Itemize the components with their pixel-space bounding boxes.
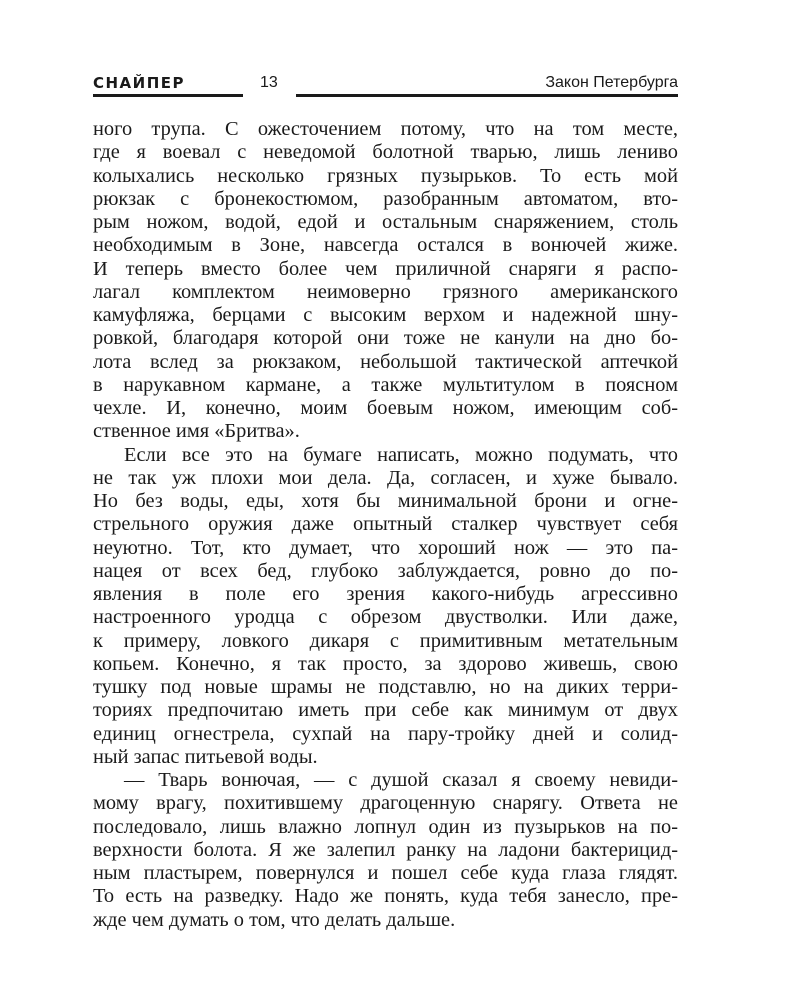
text-line: единиц огнестрела, сухпай на пару-тройку дней и солид- bbox=[93, 722, 678, 745]
text-line: колыхались несколько грязных пузырьков. То есть мой bbox=[93, 164, 678, 187]
text-line: И теперь вместо более чем приличной снаряги я распо- bbox=[93, 257, 678, 280]
text-line: в нарукавном кармане, а также мультитулом в поясном bbox=[93, 373, 678, 396]
text-line: к примеру, ловкого дикаря с примитивным метательным bbox=[93, 629, 678, 652]
text-line: Если все это на бумаге написать, можно подумать, что bbox=[124, 443, 678, 466]
page-number: 13 bbox=[260, 74, 278, 91]
text-line: копьем. Конечно, я так просто, за здорово живешь, свою bbox=[93, 652, 678, 675]
text-line: камуфляжа, берцами с высоким верхом и надежной шну- bbox=[93, 304, 678, 326]
text-line: ственное имя «Бритва». bbox=[93, 420, 300, 443]
text-line: Но без воды, еды, хотя бы минимальной брони и огне- bbox=[93, 490, 678, 512]
text-line: лота вслед за рюкзаком, небольшой тактической аптечкой bbox=[93, 350, 678, 373]
text-line: — Тварь вонючая, — с душой сказал я своему невиди- bbox=[124, 769, 678, 791]
text-line: рым ножом, водой, едой и остальным снаряжением, столь bbox=[93, 211, 678, 233]
text-line: жде чем думать о том, что делать дальше. bbox=[93, 908, 456, 931]
header-rule-left bbox=[93, 94, 243, 97]
text-line: последовало, лишь влажно лопнул один из пузырьков на по- bbox=[93, 815, 678, 838]
header-rule-right bbox=[296, 94, 678, 97]
text-line: лагал комплектом неимоверно грязного американского bbox=[93, 280, 678, 303]
text-line: явления в поле его зрения какого-нибудь агрессивно bbox=[93, 583, 678, 605]
text-line: необходимым в Зоне, навсегда остался в вонючей жиже. bbox=[93, 234, 678, 257]
series-title: СНАЙПЕР bbox=[93, 74, 186, 92]
text-line: ровкой, благодаря которой они тоже не канули на дно бо- bbox=[93, 327, 678, 350]
text-line: рюкзак с бронекостюмом, разобранным автоматом, вто- bbox=[93, 187, 678, 210]
text-line: верхности болота. Я же залепил ранку на ладони бактерицид- bbox=[93, 838, 678, 861]
text-line: настроенного уродца с обрезом двустволки. Или даже, bbox=[93, 606, 678, 629]
book-title: Закон Петербурга bbox=[545, 74, 678, 91]
running-header bbox=[93, 72, 678, 98]
text-line: ным пластырем, повернулся и пошел себе куда глаза глядят. bbox=[93, 862, 678, 884]
text-line: тушку под новые шрамы не подставлю, но на диких терри- bbox=[93, 676, 678, 698]
text-line: То есть на разведку. Надо же понять, куда тебя занесло, пре- bbox=[93, 885, 678, 908]
text-line: ториях предпочитаю иметь при себе как минимум от двух bbox=[93, 699, 678, 722]
text-line: нацея от всех бед, глубоко заблуждается, ровно до по- bbox=[93, 559, 678, 582]
text-line: где я воевал с неведомой болотной тварью, лишь лениво bbox=[93, 141, 678, 164]
body-text bbox=[93, 118, 678, 932]
text-line: ного трупа. С ожесточением потому, что на том месте, bbox=[93, 118, 678, 140]
text-line: ный запас питьевой воды. bbox=[93, 745, 318, 768]
text-line: чехле. И, конечно, моим боевым ножом, имеющим соб- bbox=[93, 397, 678, 419]
text-line: неуютно. Тот, кто думает, что хороший нож — это па- bbox=[93, 536, 678, 559]
text-line: не так уж плохи мои дела. Да, согласен, и хуже бывало. bbox=[93, 466, 678, 489]
text-line: стрельного оружия даже опытный сталкер чувствует себя bbox=[93, 513, 678, 536]
text-line: мому врагу, похитившему драгоценную снарягу. Ответа не bbox=[93, 792, 678, 815]
